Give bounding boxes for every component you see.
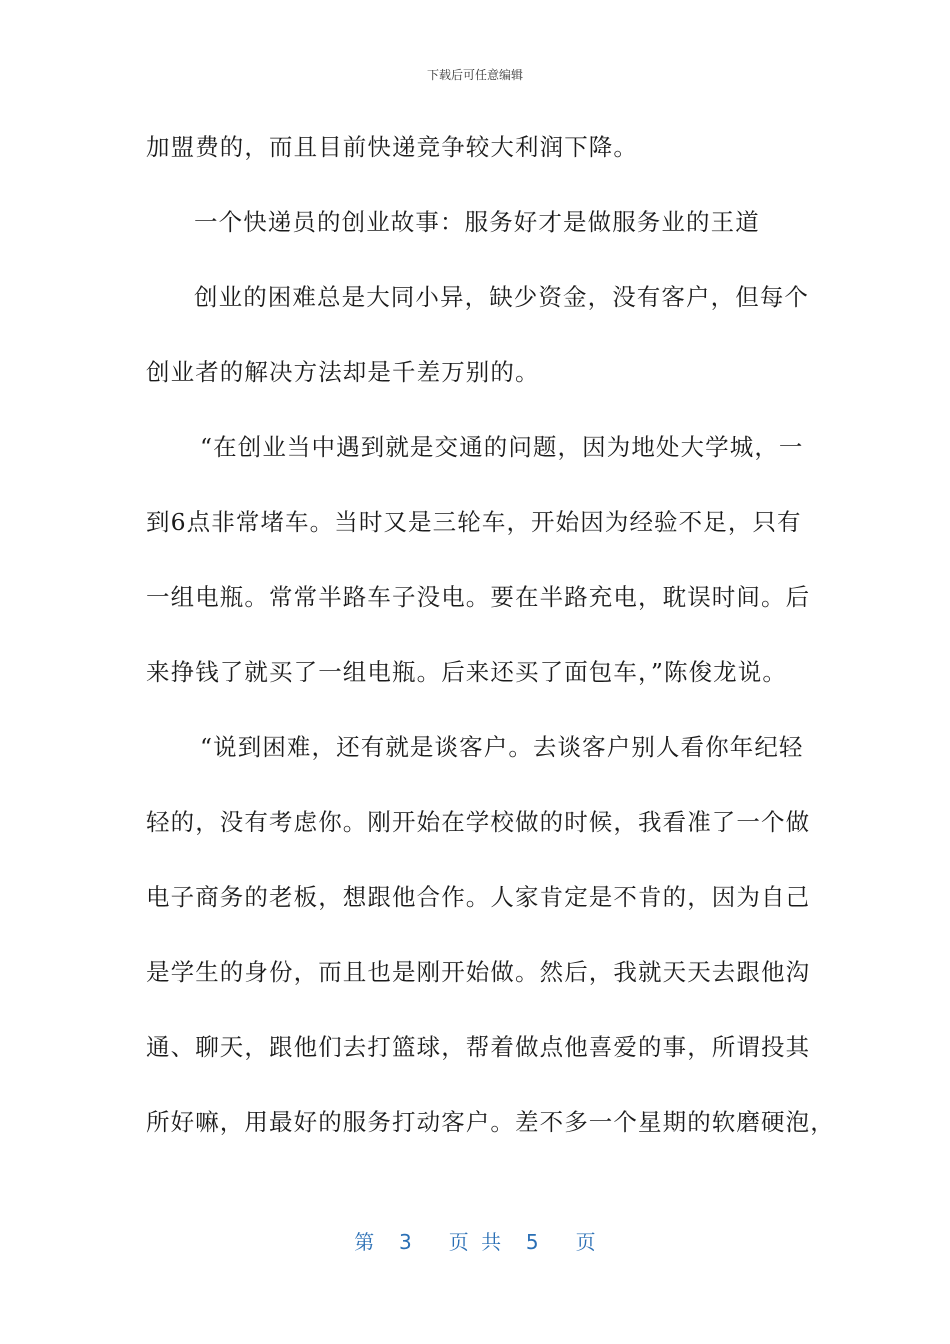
body-line: 一组电瓶。常常半路车子没电。要在半路充电，耽误时间。后 xyxy=(146,583,811,611)
body-line: “在创业当中遇到就是交通的问题，因为地处大学城，一 xyxy=(200,433,804,461)
body-line: 轻的，没有考虑你。刚开始在学校做的时候，我看准了一个做 xyxy=(146,808,811,836)
body-line: 是学生的身份，而且也是刚开始做。然后，我就天天去跟他沟 xyxy=(146,958,811,986)
page-header-note: 下载后可任意编辑 xyxy=(426,68,523,82)
page-number-footer xyxy=(0,1226,950,1255)
body-line: 创业的困难总是大同小异，缺少资金，没有客户，但每个 xyxy=(194,283,809,311)
body-line: 通、聊天，跟他们去打篮球，帮着做点他喜爱的事，所谓投其 xyxy=(146,1033,811,1061)
section-heading: 一个快递员的创业故事：服务好才是做服务业的王道 xyxy=(194,208,760,236)
body-line: 创业者的解决方法却是千差万别的。 xyxy=(146,358,540,386)
body-line: 到6点非常堵车。当时又是三轮车，开始因为经验不足，只有 xyxy=(146,508,802,536)
body-line: “说到困难，还有就是谈客户。去谈客户别人看你年纪轻 xyxy=(200,733,804,761)
body-line: 电子商务的老板，想跟他合作。人家肯定是不肯的，因为自己 xyxy=(146,883,811,911)
body-line: 加盟费的，而且目前快递竞争较大利润下降。 xyxy=(146,133,638,161)
body-line: 来挣钱了就买了一组电瓶。后来还买了面包车，”陈俊龙说。 xyxy=(146,658,787,686)
body-line: 所好嘛，用最好的服务打动客户。差不多一个星期的软磨硬泡， xyxy=(146,1108,835,1136)
document-body xyxy=(146,118,835,1168)
page-number-text: 第 3 页 共 5 页 xyxy=(354,1230,596,1254)
